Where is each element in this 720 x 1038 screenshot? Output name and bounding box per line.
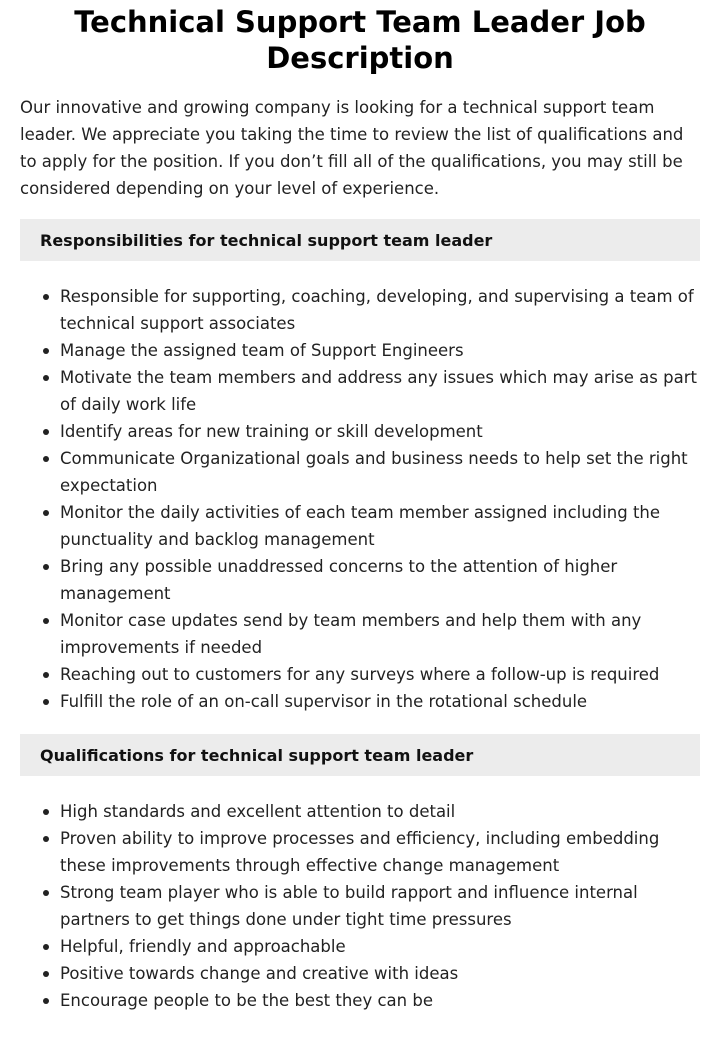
qualifications-heading-label: Qualifications for technical support team leader [40,745,474,765]
list-item: Communicate Organizational goals and business needs to help set the right expectation [60,445,700,499]
responsibilities-heading-label: Responsibilities for technical support team leader [40,230,493,250]
page-title: Technical Support Team Leader Job Description [74,5,646,75]
list-item: Manage the assigned team of Support Engineers [60,337,700,364]
list-item: Identify areas for new training or skill development [60,418,700,445]
list-item: Helpful, friendly and approachable [60,933,700,960]
list-item: Monitor case updates send by team members and help them with any improvements if needed [60,607,700,661]
list-item: Responsible for supporting, coaching, developing, and supervising a team of technical support associates [60,283,700,337]
intro-paragraph: Our innovative and growing company is looking for a technical support team leader. We appreciate you taking the time to review the list of qualifications and to apply for the position. If you don’t fill all of the qualifications, you may still be considered depending on your level of experience. [20,98,684,198]
list-item: Bring any possible unaddressed concerns to the attention of higher management [60,553,700,607]
responsibilities-heading [20,219,700,261]
list-item: Reaching out to customers for any surveys where a follow-up is required [60,661,700,688]
list-item: Encourage people to be the best they can be [60,987,700,1014]
list-item: High standards and excellent attention to detail [60,798,700,825]
qualifications-heading [20,734,700,776]
responsibilities-list [20,283,700,715]
list-item: Proven ability to improve processes and efficiency, including embedding these improvements through effective change management [60,825,700,879]
qualifications-list [20,798,700,1014]
list-item: Strong team player who is able to build rapport and influence internal partners to get things done under tight time pressures [60,879,700,933]
list-item: Monitor the daily activities of each team member assigned including the punctuality and backlog management [60,499,700,553]
list-item: Fulfill the role of an on-call supervisor in the rotational schedule [60,688,700,715]
list-item: Motivate the team members and address any issues which may arise as part of daily work life [60,364,700,418]
list-item: Positive towards change and creative with ideas [60,960,700,987]
